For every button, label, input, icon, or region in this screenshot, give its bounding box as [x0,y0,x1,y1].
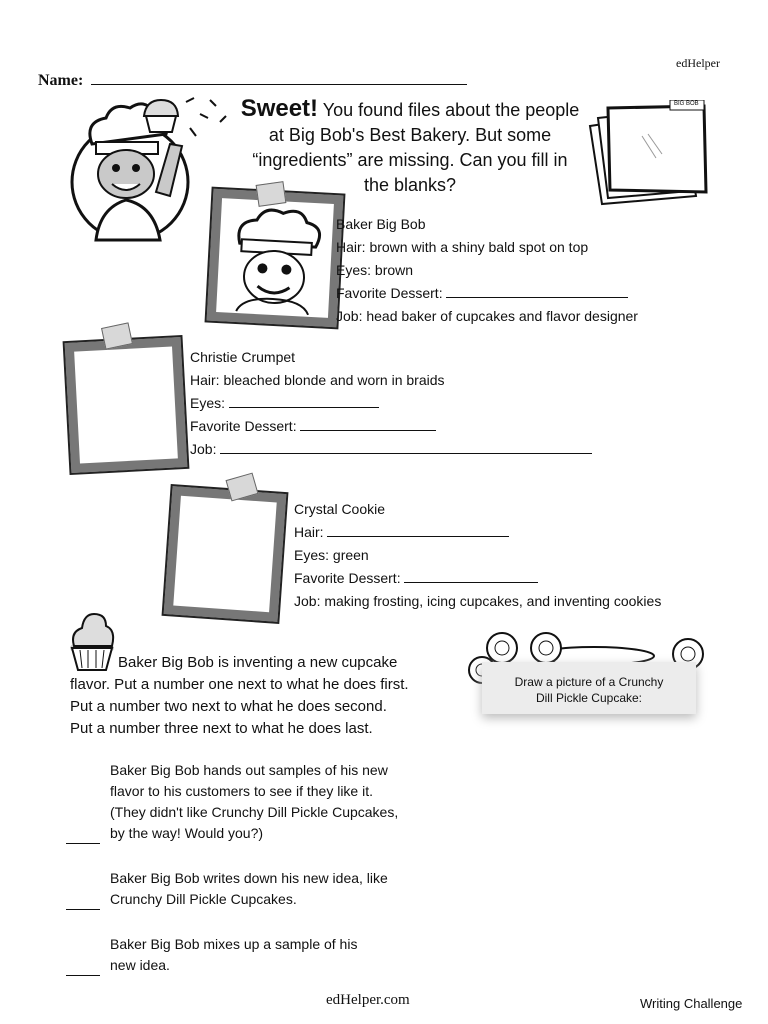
profile-job[interactable] [190,438,610,461]
job-label: Job: [190,441,217,457]
file-folders-illustration [586,100,716,210]
ordering-line-4: Put a number three next to what he does last. [70,720,373,737]
ordering-line-1: Baker Big Bob is inventing a new cupcake [118,654,398,671]
profile-hair[interactable] [294,521,734,544]
intro-line-1: You found files about the people [322,100,580,120]
name-label: Name: [38,72,84,89]
profile-hair: Hair: bleached blonde and worn in braids [190,372,445,388]
dessert-label: Favorite Dessert: [190,418,297,434]
brand-label: edHelper [676,56,720,70]
ordering-instructions [70,652,409,740]
step-line: new idea. [110,957,170,973]
intro-line-3: “ingredients” are missing. Can you fill in [252,150,568,170]
profile-job: Job: making frosting, icing cupcakes, and inventing cookies [294,593,662,609]
profile-eyes: Eyes: green [294,547,369,563]
name-field[interactable] [38,70,467,90]
profile-job: Job: head baker of cupcakes and flavor designer [336,308,638,324]
step-line: (They didn't like Crunchy Dill Pickle Cupcakes, [110,804,399,820]
photo-frame-crystal [164,486,287,622]
ordering-step [66,868,398,910]
step-line: Baker Big Bob mixes up a sample of his [110,936,358,952]
profile-big-bob [336,213,756,328]
profile-dessert[interactable] [190,415,610,438]
name-blank[interactable] [91,70,467,85]
step-line: flavor to his customers to see if they like it. [110,783,373,799]
footer-title: Writing Challenge [640,996,743,1011]
step-line: by the way! Would you?) [110,825,264,841]
hair-blank[interactable] [327,522,509,537]
profile-name: Crystal Cookie [294,501,386,517]
ordering-line-3: Put a number two next to what he does second. [70,698,387,715]
profile-eyes[interactable] [190,392,610,415]
dessert-blank[interactable] [404,568,538,583]
drawing-prompt-line-1: Draw a picture of a Crunchy [514,675,664,689]
intro-sweet: Sweet! [240,95,319,122]
chef-illustration [60,92,230,252]
ordering-line-2: flavor. Put a number one next to what he does first. [70,676,409,693]
step-number-blank[interactable] [66,868,100,910]
profile-name: Baker Big Bob [336,216,426,232]
drawing-box[interactable] [482,662,696,714]
step-number-blank[interactable] [66,934,100,976]
intro-line-4: the blanks? [363,175,457,195]
ordering-steps [66,760,398,976]
profile-dessert[interactable] [336,282,756,305]
ordering-step [66,760,398,844]
profile-name: Christie Crumpet [190,349,296,365]
profile-eyes: Eyes: brown [336,262,414,278]
drawing-prompt-line-2: Dill Pickle Cupcake: [535,691,643,705]
dessert-blank[interactable] [446,283,628,298]
step-number-blank[interactable] [66,760,100,844]
step-line: Baker Big Bob hands out samples of his new [110,762,388,778]
profile-crystal [294,498,734,613]
photo-frame-christie [65,337,188,473]
tape-big-bob [256,181,287,207]
step-line: Crunchy Dill Pickle Cupcakes. [110,891,297,907]
job-blank[interactable] [220,439,592,454]
step-line: Baker Big Bob writes down his new idea, like [110,870,388,886]
dessert-label: Favorite Dessert: [294,570,401,586]
eyes-label: Eyes: [190,395,226,411]
hair-label: Hair: [294,524,324,540]
dessert-label: Favorite Dessert: [336,285,443,301]
footer-site: edHelper.com [326,992,410,1008]
ordering-step [66,934,398,976]
big-bob-portrait [216,198,334,318]
eyes-blank[interactable] [229,393,379,408]
profile-dessert[interactable] [294,567,734,590]
photo-frame-big-bob [207,189,344,328]
profile-christie [190,346,610,461]
intro-line-2: at Big Bob's Best Bakery. But some [268,125,552,145]
profile-hair: Hair: brown with a shiny bald spot on top [336,239,589,255]
folder-tab-label: BIG BOB [674,101,699,107]
dessert-blank[interactable] [300,416,436,431]
